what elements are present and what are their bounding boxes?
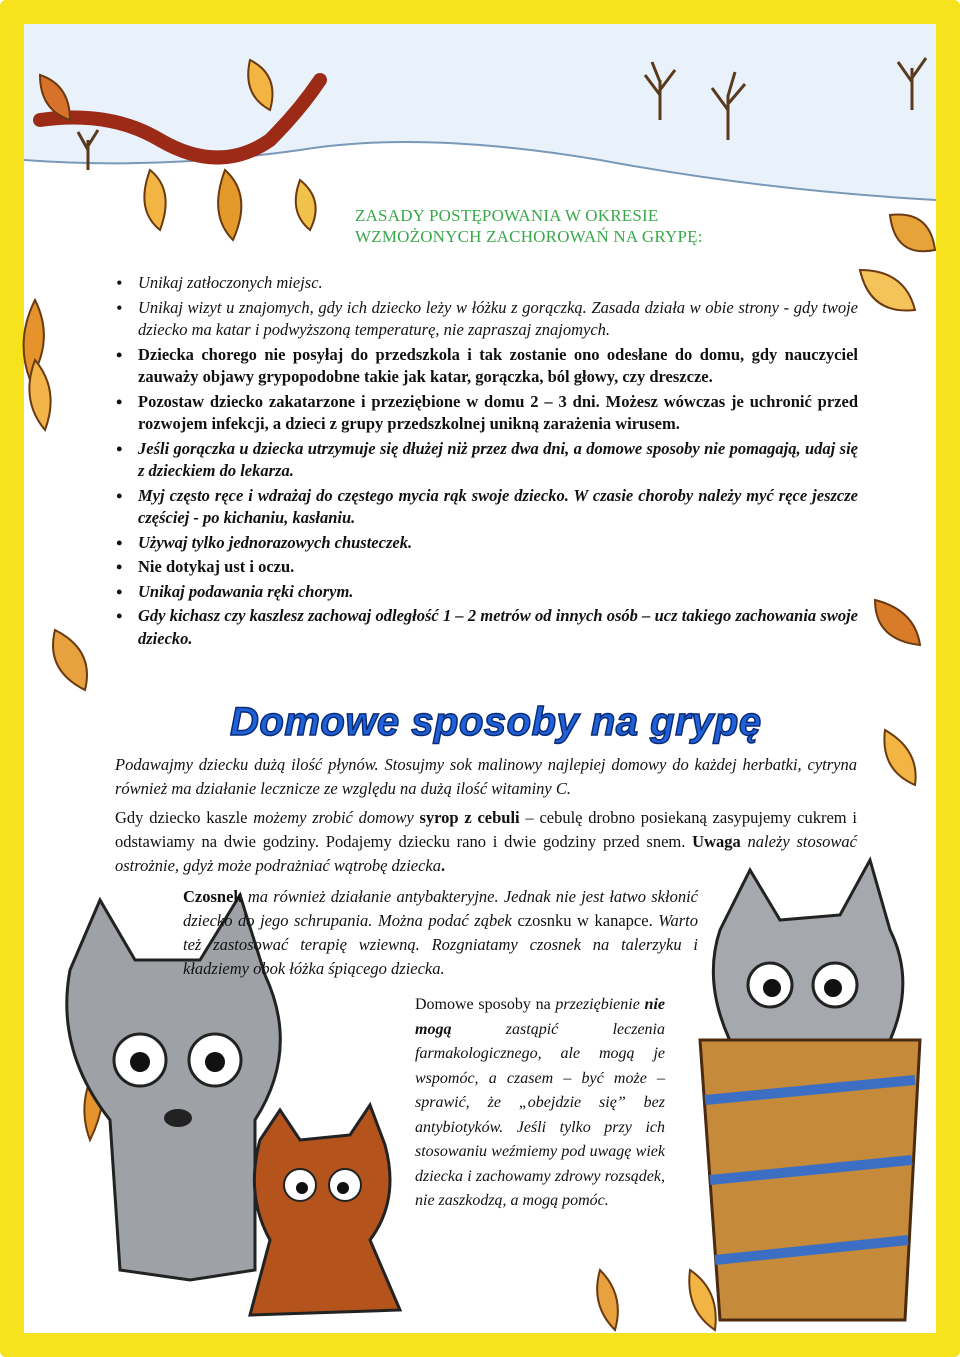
list-item: • Unikaj podawania ręki chorym. (110, 581, 858, 604)
text-run: przeziębienie (555, 996, 645, 1013)
brown-cat-icon (250, 1105, 400, 1315)
snow-hill (24, 24, 936, 200)
text-run: Domowe sposoby na (415, 996, 556, 1013)
text-run: zastąpić leczenia farmakologicznego, ale mogą je wspomóc, a czasem – być może – sprawić, że „obejdzie się” bez antybiotyków. Jeśli tylko przy ich stosowaniu weźmiemy pod uwagę wiek dziecka i zachowamy zdrowy rozsądek, nie zaszkodzą, a mogą pomóc. (415, 1020, 665, 1209)
text-run: – cebulę drobno posiekaną zasypujemy cukrem i odstawiamy na dwie godziny. Podajemy dziecku rano i dwie godziny przed snem. (115, 808, 857, 851)
text-run: . (441, 856, 446, 875)
paragraph-home-remedies (415, 993, 665, 1214)
paragraph-fluids: Podawajmy dziecku dużą ilość płynów. Stosujmy sok malinowy najlepiej domowy do każdej herbatki, cytryna również ma działanie lecznicze ze względu na dużą ilość witaminy C. (115, 755, 857, 798)
text-run: możemy zrobić domowy (253, 808, 420, 827)
list-item: • Gdy kichasz czy kaszlesz zachowaj odległość 1 – 2 metrów od innych osób – ucz takiego zachowania swoje dziecko. (110, 605, 858, 650)
text-run: ma również działanie antybakteryjne. Jednak nie jest łatwo skłonić dziecko do jego schrupania. Można podać ząbek (183, 887, 698, 930)
list-item: • Nie dotykaj ust i oczu. (110, 556, 858, 579)
list-item: • Myj często ręce i wdrażaj do częstego mycia rąk swoje dziecko. W czasie choroby należy myć ręce jeszcze częściej - po kichaniu, kasłaniu. (110, 485, 858, 530)
text-run: syrop z cebuli (419, 808, 520, 827)
title-line-1: ZASADY POSTĘPOWANIA W OKRESIE (355, 206, 659, 225)
text-run: nie mogą (415, 996, 665, 1038)
section-heading: Domowe sposoby na grypę (230, 700, 762, 744)
list-item: • Unikaj wizyt u znajomych, gdy ich dziecko leży w łóżku z gorączką. Zasada działa w obie strony - gdy twoje dziecko ma katar i podwyższoną temperaturę, nie zapraszaj znajomych. (110, 297, 858, 342)
cat-in-barrel-icon (700, 860, 920, 1320)
list-item: • Unikaj zatłoczonych miejsc. (110, 272, 858, 295)
list-item: • Dziecka chorego nie posyłaj do przedszkola i tak zostanie ono odesłane do domu, gdy nauczyciel zauważy objawy grypopodobne takie jak katar, gorączka, ból głowy, czy dreszcze. (110, 344, 858, 389)
list-item: • Jeśli gorączka u dziecka utrzymuje się dłużej niż przez dwa dni, a domowe sposoby nie pomagają, udaj się z dzieckiem do lekarza. (110, 438, 858, 483)
list-item: • Pozostaw dziecko zakatarzone i przeziębione w domu 2 – 3 dni. Możesz wówczas je uchronić przed rozwojem infekcji, a dzieci z grupy przedszkolnej unikną zarażenia wirusem. (110, 391, 858, 436)
text-run: Uwaga (692, 832, 741, 851)
paragraph-onion-syrup (115, 806, 857, 878)
rules-list (110, 272, 858, 652)
text-run: Czosnek (183, 887, 243, 906)
list-item: • Używaj tylko jednorazowych chusteczek. (110, 532, 858, 555)
text-run: czosnku w kanapce. (517, 911, 653, 930)
text-run: należy stosować ostrożnie, gdyż może podrażniać wątrobę dziecka (115, 832, 857, 875)
title-line-2: WZMOŻONYCH ZACHOROWAŃ NA GRYPĘ: (355, 227, 703, 246)
text-run: Warto też zastosować terapię wziewną. Rozgniatamy czosnek na talerzyku i kładziemy obok łóżka śpiącego dziecka. (183, 911, 698, 978)
paragraph-garlic (183, 885, 698, 981)
page-title (355, 205, 703, 247)
text-run: Gdy dziecko kaszle (115, 808, 254, 827)
